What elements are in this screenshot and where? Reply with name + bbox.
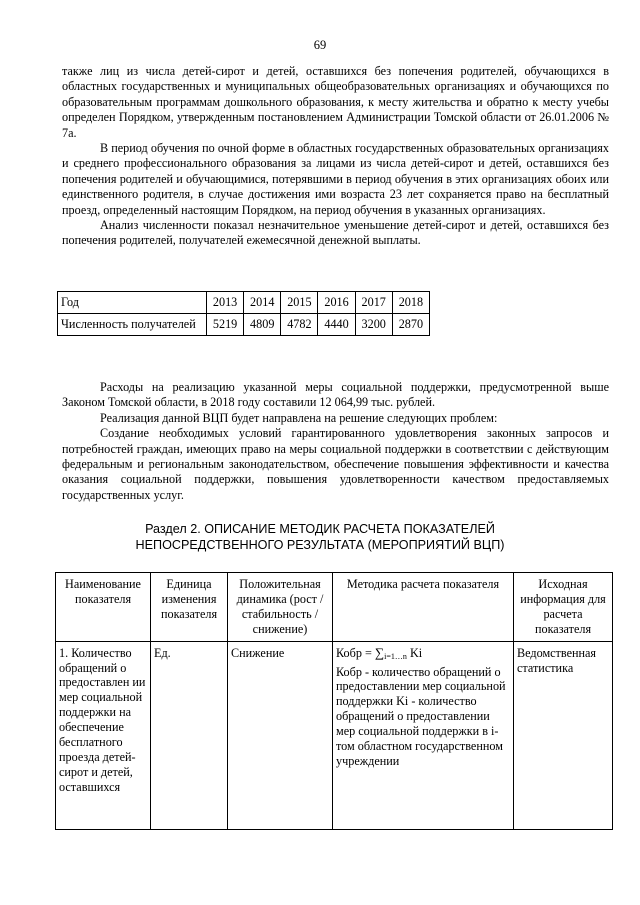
paragraph-4: Расходы на реализацию указанной меры социальной поддержки, предусмотренной выше Законом Томской области, в 2018 году составили 12 064,99 тыс. рублей. bbox=[62, 380, 609, 410]
formula-lhs: Кобр = bbox=[336, 645, 375, 660]
count-label: Численность получателей bbox=[58, 314, 207, 336]
methods-table bbox=[55, 572, 613, 830]
count-cell: 4809 bbox=[244, 314, 281, 336]
header-method: Методика расчета показателя bbox=[333, 573, 514, 642]
header-source: Исходная информация для расчета показателя bbox=[514, 573, 613, 642]
year-cell: 2018 bbox=[392, 292, 429, 314]
section-title bbox=[0, 521, 640, 553]
sum-symbol: ∑ bbox=[374, 644, 385, 660]
indicator-method bbox=[333, 641, 514, 829]
table-row bbox=[56, 641, 613, 829]
header-indicator-name: Наименование показателя bbox=[56, 573, 151, 642]
section-title-line-2: НЕПОСРЕДСТВЕННОГО РЕЗУЛЬТАТА (МЕРОПРИЯТИЙ ВЦП) bbox=[135, 538, 505, 552]
intro-text bbox=[62, 64, 609, 249]
count-cell: 5219 bbox=[207, 314, 244, 336]
indicator-dynamics: Снижение bbox=[228, 641, 333, 829]
table-row bbox=[58, 292, 430, 314]
count-cell: 2870 bbox=[392, 314, 429, 336]
table-header-row bbox=[56, 573, 613, 642]
year-cell: 2013 bbox=[207, 292, 244, 314]
method-description: Кобр - количество обращений о предоставлении мер социальной поддержки Ki - количество обращений о предоставлении мер социальной поддержки в i-том областном государственном учреждении bbox=[336, 664, 506, 768]
problems-text bbox=[62, 380, 609, 503]
indicator-source: Ведомственная статистика bbox=[514, 641, 613, 829]
page-number: 69 bbox=[313, 38, 327, 52]
paragraph-5: Реализация данной ВЦП будет направлена на решение следующих проблем: bbox=[100, 410, 498, 425]
paragraph-3: Анализ численности показал незначительное уменьшение детей-сирот и детей, оставшихся без попечения родителей, получателей ежемесячной денежной выплаты. bbox=[62, 218, 609, 248]
year-cell: 2015 bbox=[281, 292, 318, 314]
formula bbox=[336, 646, 510, 665]
year-label: Год bbox=[58, 292, 207, 314]
paragraph-6: Создание необходимых условий гарантированного удовлетворения законных запросов и потребностей граждан, имеющих право на меры социальной поддержки в соответствии с действующим федеральным и региональным законодательством, обеспечение повышения эффективности и качества оказания социальной поддержки, повышения удовлетворенности качеством предоставляемых государственных услуг. bbox=[62, 426, 609, 502]
indicator-name: 1. Количество обращений о предоставлен ии мер социальной поддержки на обеспечение бесплатного проезда детей-сирот и детей, оставшихся bbox=[56, 641, 151, 829]
paragraph-2: В период обучения по очной форме в областных государственных образовательных организациях и среднего профессионального образования за лицами из числа детей-сирот и детей, оставшихся без попечения родителей и обучающимися, потерявшими в период обучения в этих организациях обоих или единственного родителя, в случае достижения ими возраста 23 лет сохраняется право на бесплатный проезд, определенный настоящим Порядком, на период обучения в указанных организациях. bbox=[62, 141, 609, 217]
sum-index: i=1…n bbox=[384, 651, 407, 661]
table-row bbox=[58, 314, 430, 336]
header-unit: Единица изменения показателя bbox=[151, 573, 228, 642]
indicator-unit: Ед. bbox=[151, 641, 228, 829]
year-cell: 2017 bbox=[355, 292, 392, 314]
count-cell: 4440 bbox=[318, 314, 355, 336]
recipients-table bbox=[57, 291, 430, 336]
count-cell: 4782 bbox=[281, 314, 318, 336]
count-cell: 3200 bbox=[355, 314, 392, 336]
header-dynamics: Положительная динамика (рост / стабильность / снижение) bbox=[228, 573, 333, 642]
paragraph-1: также лиц из числа детей-сирот и детей, оставшихся без попечения родителей, обучающихся в областных государственных и муниципальных общеобразовательных организациях и обучающихся по образовательным программам дошкольного образования, к месту жительства и обратно к месту учебы определен Порядком, утвержденным постановлением Администрации Томской области от 26.01.2006 № 7а. bbox=[62, 64, 609, 140]
formula-rhs: Ki bbox=[406, 645, 423, 660]
year-cell: 2016 bbox=[318, 292, 355, 314]
section-title-line-1: Раздел 2. ОПИСАНИЕ МЕТОДИК РАСЧЕТА ПОКАЗАТЕЛЕЙ bbox=[145, 522, 495, 536]
year-cell: 2014 bbox=[244, 292, 281, 314]
